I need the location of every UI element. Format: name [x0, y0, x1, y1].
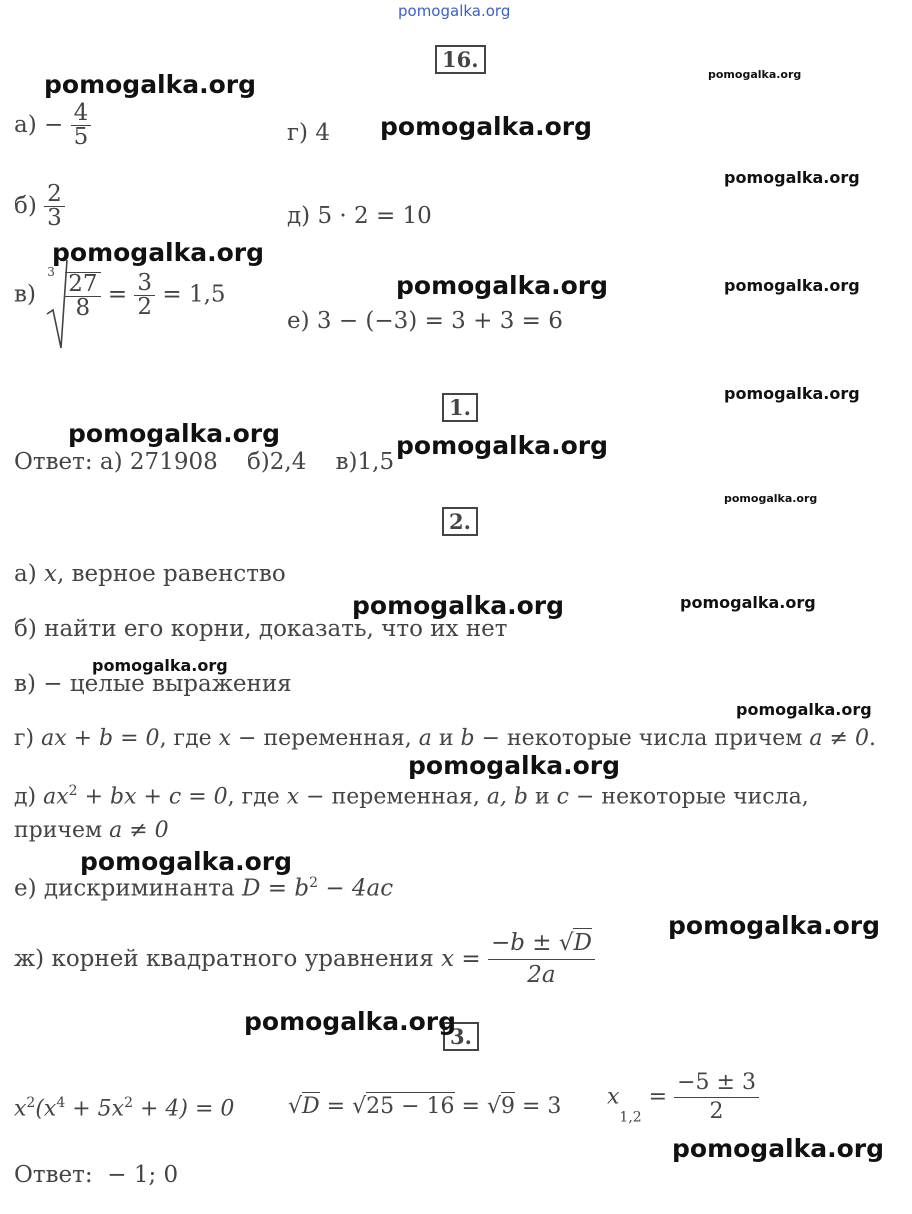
sqrt-icon: √ [352, 1094, 367, 1119]
item-text: − переменная, [299, 784, 487, 810]
watermark-text: pomogalka.org [352, 591, 565, 620]
equals-sign: = [641, 1084, 668, 1110]
watermark-text: pomogalka.org [672, 1134, 885, 1163]
fraction-numerator [488, 932, 595, 960]
variable: a, b [486, 784, 528, 810]
equals-sign: = [454, 1094, 487, 1119]
watermark-text: pomogalka.org [736, 700, 872, 719]
fraction [134, 269, 155, 320]
equals-sign: = [319, 1094, 353, 1119]
variable: a [418, 726, 432, 751]
section-3-answer: Ответ: − 1; 0 [14, 1162, 179, 1188]
exponent: 2 [124, 1095, 134, 1111]
exponent: 4 [56, 1095, 66, 1111]
watermark-text: pomogalka.org [244, 1007, 457, 1036]
item-text: , где [159, 726, 219, 751]
item-label: д) [14, 784, 44, 810]
fraction-denominator: 8 [75, 295, 91, 321]
watermark-text: pomogalka.org [680, 593, 816, 612]
fraction-denominator: 2a [527, 962, 556, 988]
roots-fraction [674, 1072, 759, 1123]
quadratic-formula-fraction [488, 932, 595, 987]
header-site-link[interactable]: pomogalka.org [398, 2, 511, 20]
section-1-number: 1. [442, 393, 478, 422]
item-16-g: г) 4 [287, 120, 330, 146]
item-16-v [14, 265, 226, 321]
watermark-text: pomogalka.org [724, 168, 860, 187]
sqrt-content: D [573, 930, 592, 956]
item-text: , где [227, 784, 287, 810]
watermark-text: pomogalka.org [396, 271, 609, 300]
cube-root [43, 265, 100, 321]
watermark-text: pomogalka.org [44, 70, 257, 99]
fraction-numerator: 4 [71, 102, 92, 126]
watermark-text: pomogalka.org [668, 911, 881, 940]
fraction-denominator: 5 [73, 124, 89, 150]
item-label: а) [14, 561, 44, 587]
radical-sign-icon [45, 260, 69, 350]
section-1-answer: Ответ: а) 271908 б)2,4 в)1,5 [14, 449, 395, 475]
item-2-e [14, 876, 393, 901]
watermark-text: pomogalka.org [724, 276, 860, 295]
variable: x [218, 726, 232, 751]
watermark-text: pomogalka.org [724, 492, 818, 505]
item-2-a [14, 563, 286, 586]
section-3-equation-2 [288, 1096, 561, 1118]
item-2-d-line2 [14, 820, 169, 842]
watermark-text: pomogalka.org [92, 656, 228, 675]
exponent: 2 [26, 1095, 36, 1111]
subscript: 1,2 [619, 1109, 642, 1126]
watermark-text: pomogalka.org [408, 751, 621, 780]
item-16-b [14, 183, 65, 230]
item-text: е) дискриминанта [14, 875, 243, 902]
item-2-zh [14, 932, 595, 987]
fraction [71, 102, 92, 149]
equation: (x [35, 1096, 57, 1122]
condition: a ≠ 0 [109, 818, 169, 843]
watermark-text: pomogalka.org [52, 238, 265, 267]
section-3-number: 3. [443, 1022, 479, 1051]
fraction-numerator: 3 [134, 272, 155, 296]
item-16-a [14, 102, 91, 149]
watermark-text: pomogalka.org [724, 384, 860, 403]
item-label: а) − [14, 112, 64, 138]
item-2-g [14, 728, 876, 750]
item-2-v: в) − целые выражения [14, 671, 292, 697]
variable: x [607, 1084, 620, 1110]
item-text: − некоторые числа, [568, 784, 809, 810]
fraction-denominator: 2 [709, 1099, 724, 1124]
section-3-equation-3 [607, 1072, 759, 1125]
sqrt-content: 9 [501, 1094, 515, 1119]
watermark-text: pomogalka.org [80, 847, 293, 876]
fraction-numerator: 27 [65, 273, 100, 297]
equation: + bx + c = 0 [77, 784, 228, 810]
item-text: − некоторые числа причем [474, 726, 810, 751]
exponent: 2 [309, 875, 319, 891]
item-text: ж) корней квадратного уравнения [14, 946, 442, 972]
watermark-text: pomogalka.org [396, 431, 609, 460]
item-label: г) [14, 726, 42, 751]
equation: x = [441, 946, 481, 972]
equation: + 4) = 0 [133, 1096, 235, 1122]
sqrt-content: 25 − 16 [366, 1094, 455, 1119]
exponent: 2 [68, 783, 78, 799]
item-2-b: б) найти его корни, доказать, что их нет [14, 616, 508, 642]
variable: x [286, 784, 300, 810]
section-3-equation-1 [14, 1096, 234, 1120]
result-text: = 3 [515, 1094, 562, 1119]
equation: − 4ac [318, 875, 394, 902]
section-16-number: 16. [435, 45, 486, 74]
sqrt-icon: √ [288, 1094, 303, 1119]
fraction-numerator: 2 [44, 183, 65, 207]
item-label: б) [14, 193, 37, 219]
variable: c [556, 784, 569, 810]
item-2-d [14, 784, 809, 808]
equation: D = b [242, 875, 310, 902]
item-text: и [528, 784, 557, 810]
equation: + 5x [65, 1096, 125, 1122]
equation: ax + b = 0 [41, 726, 160, 751]
item-text: и [431, 726, 461, 751]
sqrt-icon: √ [558, 930, 574, 956]
variable: b [460, 726, 475, 751]
equation: x [14, 1096, 27, 1122]
item-16-d: д) 5 · 2 = 10 [287, 203, 432, 229]
sqrt-icon: √ [486, 1094, 501, 1119]
fraction-denominator: 2 [137, 293, 153, 320]
section-2-number: 2. [442, 507, 478, 536]
item-text: причем [14, 818, 110, 843]
watermark-text: pomogalka.org [68, 419, 281, 448]
item-16-e: е) 3 − (−3) = 3 + 3 = 6 [287, 308, 563, 334]
root-index: 3 [47, 265, 55, 279]
fraction [44, 183, 65, 230]
item-label: в) [14, 281, 36, 308]
condition: a ≠ 0 [809, 726, 869, 751]
numerator-text: −b ± [490, 930, 559, 956]
equation: ax [43, 784, 69, 810]
sqrt-content: D [302, 1094, 320, 1119]
fraction [65, 272, 100, 320]
watermark-text: pomogalka.org [708, 68, 802, 81]
item-text: , верное равенство [56, 561, 286, 587]
watermark-text: pomogalka.org [380, 112, 593, 141]
item-text: . [868, 726, 876, 751]
result-text: = 1,5 [162, 281, 226, 308]
equals-sign: = [107, 281, 128, 308]
item-text: − переменная, [231, 726, 419, 751]
fraction-denominator: 3 [47, 205, 62, 231]
variable: x [44, 561, 57, 587]
fraction-numerator: −5 ± 3 [674, 1072, 759, 1098]
